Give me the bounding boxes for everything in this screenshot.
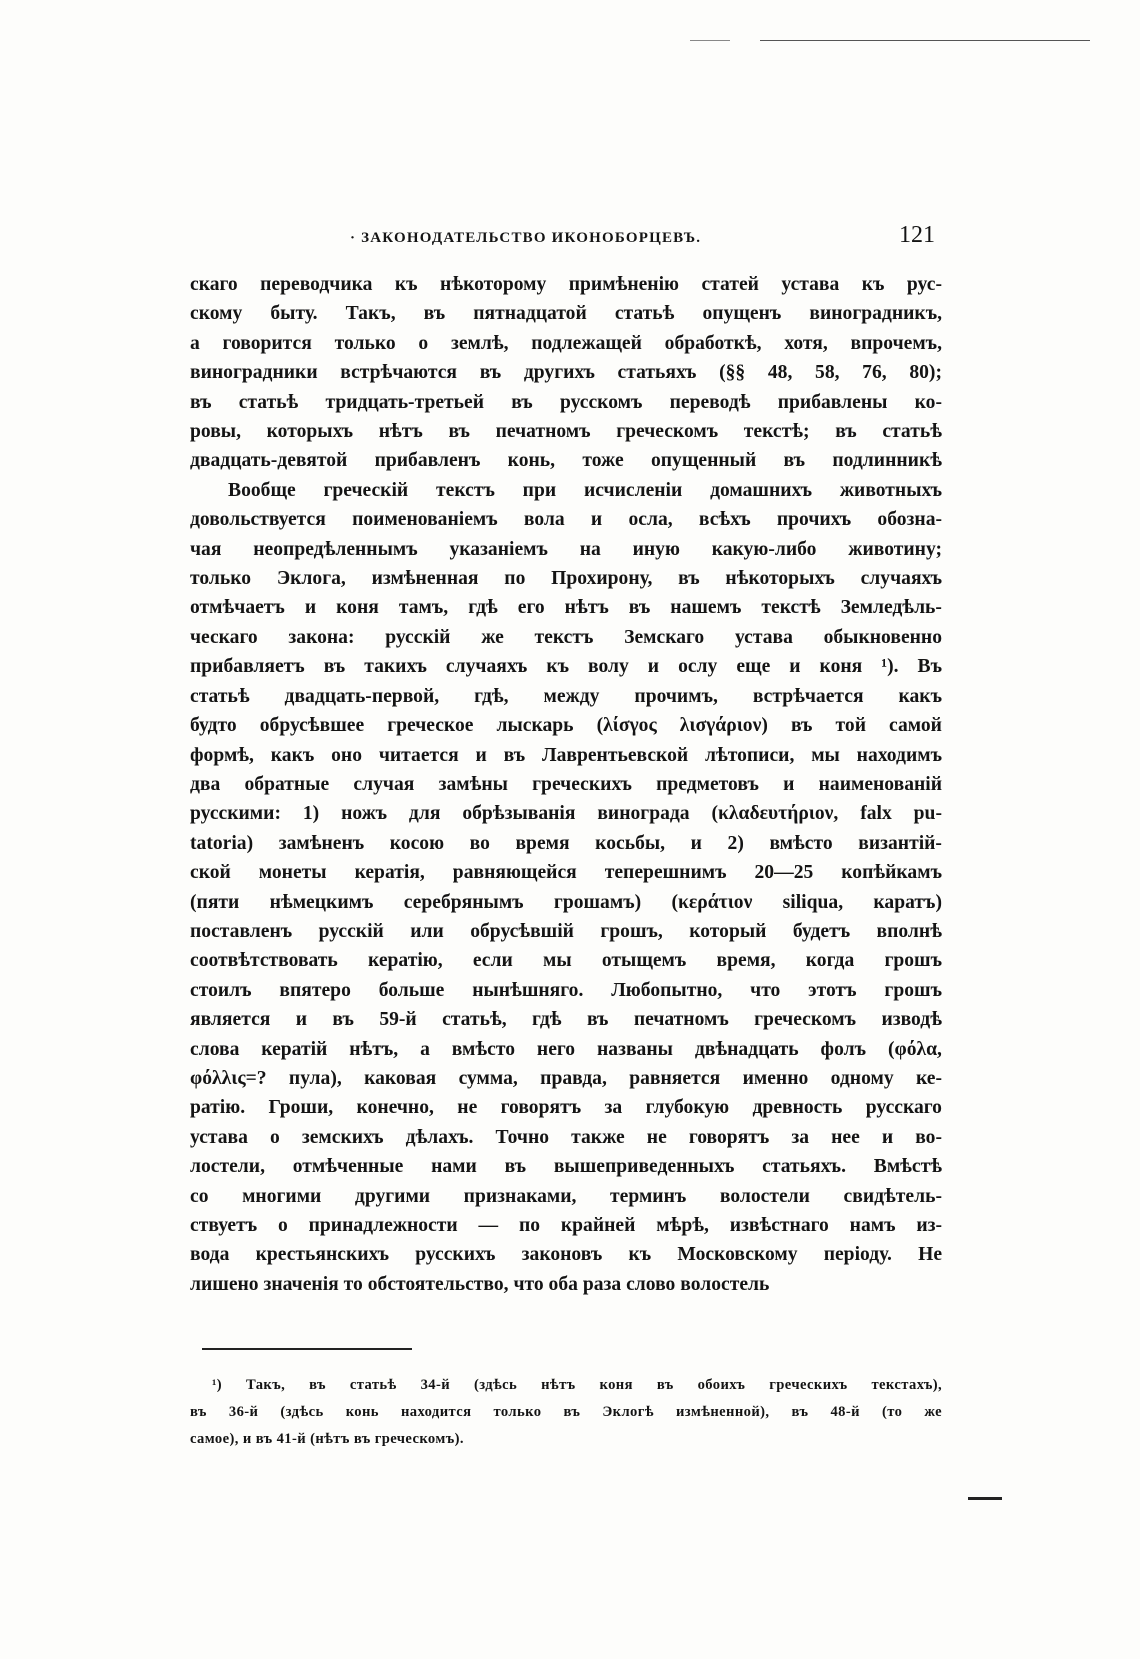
text-line: вода крестьянскихъ русскихъ законовъ къ Московскому періоду. Не [190,1244,943,1266]
text-line: а говорится только о землѣ, подлежащей обработкѣ, хотя, впрочемъ, [190,332,942,354]
running-title: · ЗАКОНОДАТЕЛЬСТВО ИКОНОБОРЦЕВЪ. [350,230,702,246]
text-line: въ статьѣ тридцать-третьей въ русскомъ переводѣ прибавлены ко- [190,391,942,413]
text-line: два обратные случая замѣны греческихъ предметовъ и наименованій [190,773,943,795]
footnotes [190,1372,942,1453]
scan-mark [968,1497,1002,1500]
text-line: двадцать-девятой прибавленъ конь, тоже опущенный въ подлинникѣ [190,450,942,472]
footnote-line: въ 36-й (здѣсь конь находится только въ Эклогѣ измѣненной), въ 48-й (то же [190,1404,943,1420]
text-line: ческаго закона: русскій же текстъ Земскаго устава обыкновенно [190,626,943,648]
scan-edge-line [690,40,730,41]
footnote-line: ¹) Такъ, въ статьѣ 34-й (здѣсь нѣтъ коня въ обоихъ греческихъ текстахъ), [212,1377,943,1393]
footnote-divider [202,1348,412,1350]
text-line: прибавляетъ въ такихъ случаяхъ къ волу и ослу еще и коня ¹). Въ [190,656,943,678]
text-line: чая неопредѣленнымъ указаніемъ на иную какую-либо животину; [190,538,943,560]
text-line: формѣ, какъ оно читается и въ Лаврентьевской лѣтописи, мы находимъ [190,744,943,766]
text-line: будто обрусѣвшее греческое лыскарь (λίσγος λισγάριον) въ той самой [190,715,942,737]
text-line: лишено значенія то обстоятельство, что оба раза слово волостель [190,1273,770,1295]
text-line: статьѣ двадцать-первой, гдѣ, между прочимъ, встрѣчается какъ [190,685,943,707]
text-line: ствуетъ о принадлежности — по крайней мѣрѣ, извѣстнаго намъ из- [190,1215,943,1236]
text-line: ратію. Гроши, конечно, не говорятъ за глубокую древность русскаго [190,1097,942,1119]
text-line: ской монеты кератія, равняющейся теперешнимъ 20—25 копѣйкамъ [190,862,942,884]
text-line: φόλλις=? пула), каковая сумма, правда, равняется именно одному ке- [190,1067,943,1089]
text-line: скому быту. Такъ, въ пятнадцатой статьѣ опущенъ виноградникъ, [190,303,943,325]
text-line: отмѣчаетъ и коня тамъ, гдѣ его нѣтъ въ нашемъ текстѣ Земледѣль- [190,597,942,619]
text-line: только Эклога, измѣненная по Прохирону, въ нѣкоторыхъ случаяхъ [190,568,943,590]
text-line: поставленъ русскій или обрусѣвшій грошъ, который будетъ вполнѣ [190,920,942,942]
text-line: слова кератій нѣтъ, а вмѣсто него названы двѣнадцать фолъ (φόλα, [190,1038,942,1060]
text-line: со многими другими признаками, терминъ волостели свидѣтель- [190,1185,942,1207]
page-header [200,222,935,256]
text-line: русскими: 1) ножъ для обрѣзыванія винограда (κλαδευτήριον, falx pu- [190,803,942,825]
body-text [190,270,942,1299]
text-line: лостели, отмѣченные нами въ вышеприведенныхъ статьяхъ. Вмѣстѣ [190,1156,942,1178]
text-line: устава о земскихъ дѣлахъ. Точно также не говорятъ за нее и во- [190,1126,942,1148]
scan-edge-line [760,40,1090,41]
page-number: 121 [899,222,935,248]
text-line: ровы, которыхъ нѣтъ въ печатномъ греческомъ текстѣ; въ статьѣ [190,421,942,443]
text-line: виноградники встрѣчаются въ другихъ статьяхъ (§§ 48, 58, 76, 80); [190,362,942,384]
footnote-line: самое), и въ 41-й (нѣтъ въ греческомъ). [190,1431,464,1447]
text-line: стоилъ впятеро больше нынѣшняго. Любопытно, что этотъ грошъ [190,979,942,1001]
text-line: соотвѣтствовать кератію, если мы отыщемъ время, когда грошъ [190,950,943,972]
text-line: является и въ 59-й статьѣ, гдѣ въ печатномъ греческомъ изводѣ [190,1009,942,1031]
text-line: tatoria) замѣненъ косою во время косьбы, и 2) вмѣсто византій- [190,832,942,854]
text-line: скаго переводчика къ нѣкоторому примѣненію статей устава къ рус- [190,274,942,295]
text-line: (пяти нѣмецкимъ серебрянымъ грошамъ) (κεράτιον siliqua, каратъ) [190,891,942,913]
text-line: довольствуется поименованіемъ вола и осла, всѣхъ прочихъ обозна- [190,509,943,531]
text-line: Вообще греческій текстъ при исчисленіи домашнихъ животныхъ [228,479,942,501]
